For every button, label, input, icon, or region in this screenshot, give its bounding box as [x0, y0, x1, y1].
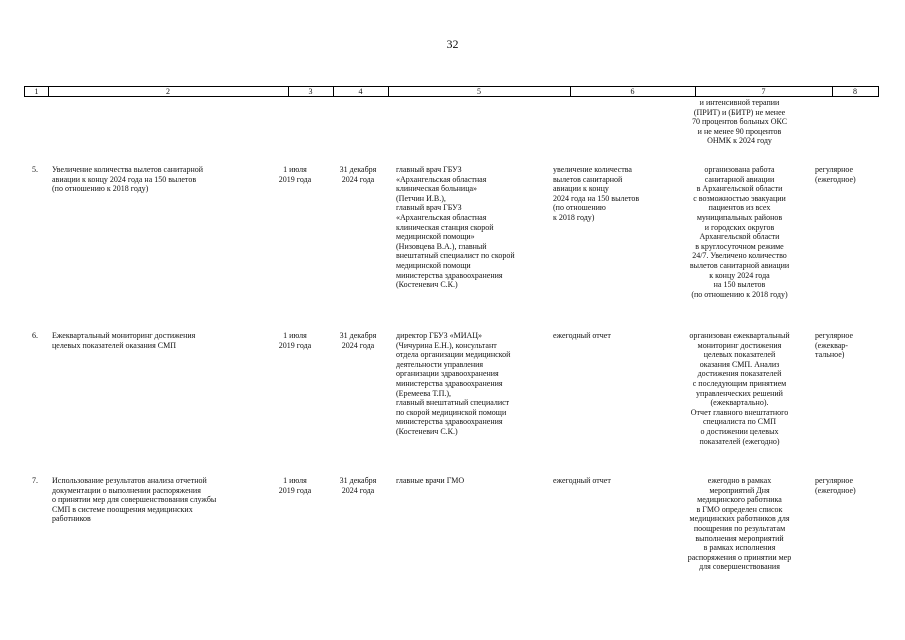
col-header-6: 6: [630, 87, 635, 96]
row-5-end-date: 31 декабря 2024 года: [339, 165, 377, 184]
row-7-activity: Использование результатов анализа отчетной документации о выполнении распоряжения о принятии мер для совершенствования службы СМП в системе поощрения медицинских работников: [52, 476, 217, 524]
row-5-type: регулярное (ежегодное): [815, 165, 856, 184]
row-6-result: ежегодный отчет: [553, 331, 611, 340]
col-header-3: 3: [308, 87, 313, 96]
row-7-number: 7.: [32, 476, 38, 485]
row-5-start-date: 1 июля 2019 года: [278, 165, 312, 184]
col-header-7: 7: [761, 87, 766, 96]
row-5-activity: Увеличение количества вылетов санитарной авиации к концу 2024 года на 150 вылетов (по отношению к 2018 году): [52, 165, 204, 194]
row-6-start-date: 1 июля 2019 года: [278, 331, 312, 350]
row-6-end-date: 31 декабря 2024 года: [339, 331, 377, 350]
col-header-1: 1: [34, 87, 39, 96]
row-6-activity: Ежеквартальный мониторинг достижения целевых показателей оказания СМП: [52, 331, 196, 350]
row-6-responsible: директор ГБУЗ «МИАЦ» (Чичурина Е.Н.), консультант отдела организации медицинской деятельности управления организации здравоохранения министерства здравоохранения (Еремеева Т.П.), главный внештатный специалист по скорой медицинской помощи министерства здравоохранения (Костеневич С.К.): [396, 331, 511, 436]
row-7-end-date: 31 декабря 2024 года: [339, 476, 377, 495]
row-6-type: регулярное (ежеквар- тальное): [815, 331, 854, 360]
col-header-4: 4: [358, 87, 363, 96]
row-6-effect: организован ежеквартальный мониторинг достижения целевых показателей оказания СМП. Анализ достижения показателей с последующим принятием управленческих решений (ежеквартально). Отчет главного внештатного специалиста по СМП о достижении целевых показателей (ежегодно): [689, 331, 790, 446]
col-header-5: 5: [477, 87, 481, 96]
row-7-start-date: 1 июля 2019 года: [278, 476, 312, 495]
row-7-result: ежегодный отчет: [553, 476, 611, 485]
row-5-result: увеличение количества вылетов санитарной авиации к концу 2024 года на 150 вылетов (по отношению к 2018 году): [553, 165, 640, 222]
table-header-row: [24, 86, 879, 97]
continued-text-col7: и интенсивной терапии (ПРИТ) и (БИТР) не менее 70 процентов больных ОКС и не менее 90 процентов ОНМК к 2024 году: [691, 98, 788, 146]
row-7-responsible: главные врачи ГМО: [396, 476, 465, 485]
row-6-number: 6.: [32, 331, 38, 340]
row-7-effect: ежегодно в рамках мероприятий Дня медицинского работника в ГМО определен список медицинских работников для поощрения по результатам выполнения мероприятий в рамках исполнения распоряжения о принятии мер для совершенствования: [687, 476, 792, 572]
row-5-responsible: главный врач ГБУЗ «Архангельская областная клиническая больница» (Петчин И.В.), главный врач ГБУЗ «Архангельская областная клиническая станция скорой медицинской помощи» (Низовцева В.А.), главный внештатный специалист по скорой медицинской помощи министерства здравоохранения (Костеневич С.К.): [396, 165, 515, 290]
col-header-8: 8: [853, 87, 857, 96]
row-5-number: 5.: [32, 165, 38, 174]
row-5-effect: организована работа санитарной авиации в Архангельской области с возможностью эвакуации пациентов из всех муниципальных районов и городских округов Архангельской области в круглосуточном режиме 24/7. Увеличено количество вылетов санитарной авиации к концу 2024 года на 150 вылетов (по отношению к 2018 году): [689, 165, 790, 299]
row-7-type: регулярное (ежегодное): [815, 476, 856, 495]
col-header-2: 2: [166, 87, 170, 96]
page-number: 32: [446, 37, 459, 51]
